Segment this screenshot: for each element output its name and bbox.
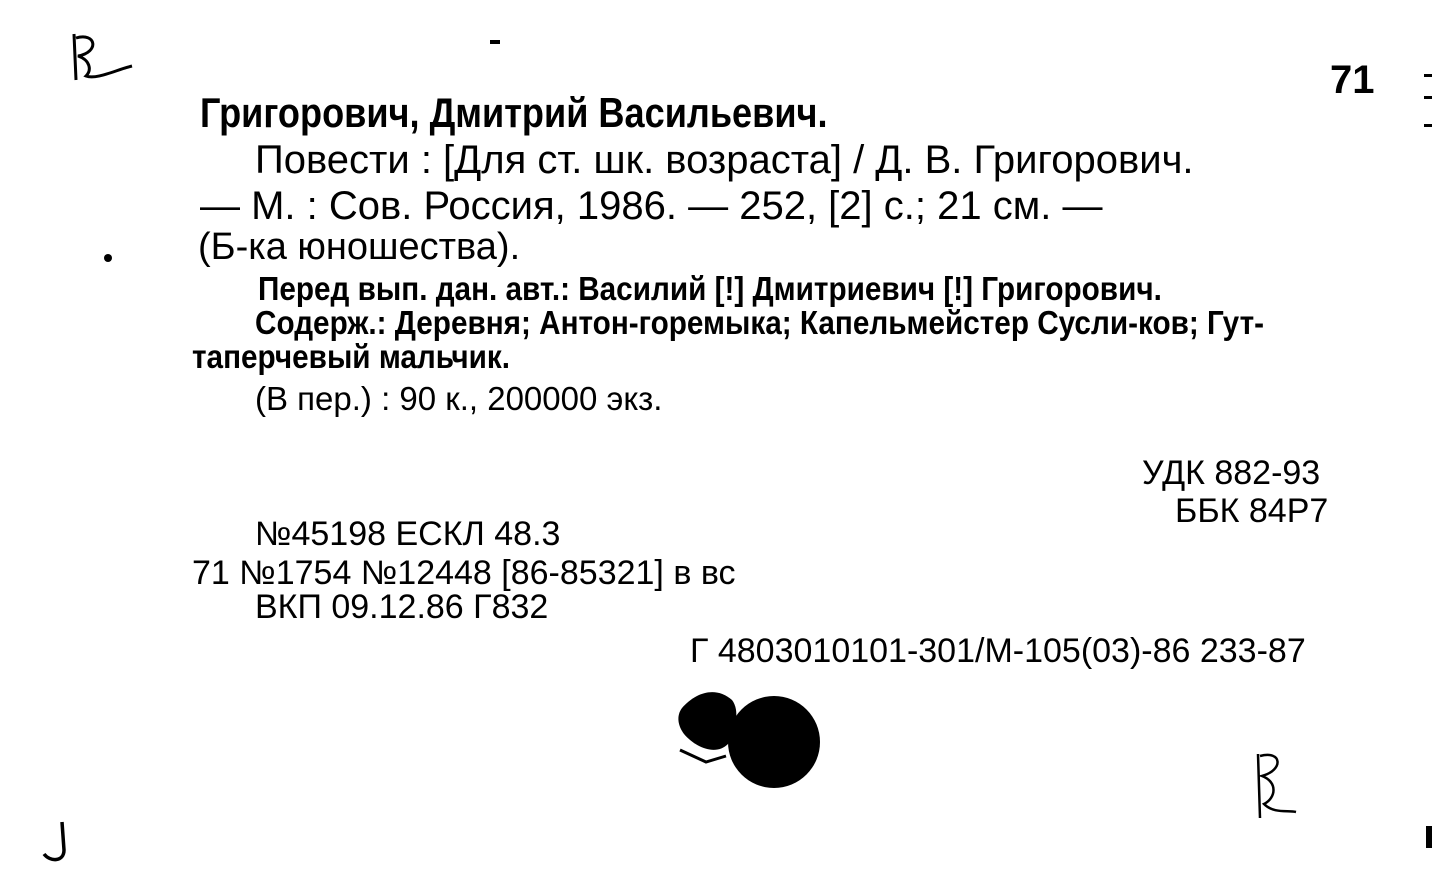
- service-line-1: №45198 ЕСКЛ 48.3: [255, 515, 561, 553]
- entry-line-1: Повести : [Для ст. шк. возраста] / Д. В. Григорович.: [255, 138, 1194, 182]
- author-heading: Григорович, Дмитрий Васильевич.: [200, 89, 828, 136]
- card-number: 71: [1330, 58, 1375, 102]
- entry-line-3: (Б-ка юношества).: [198, 226, 521, 268]
- bbk-code: ББК 84Р7: [1175, 492, 1329, 530]
- note-line-1: Перед вып. дан. авт.: Василий [!] Дмитриевич [!] Григорович.: [258, 270, 1162, 307]
- entry-line-2: — М. : Сов. Россия, 1986. — 252, [2] с.; 21 см. —: [200, 184, 1103, 228]
- edge-mark: [1426, 826, 1432, 848]
- udk-code: УДК 882-93: [1142, 454, 1321, 492]
- price-line: (В пер.) : 90 к., 200000 экз.: [255, 380, 663, 417]
- speck: [490, 40, 500, 44]
- note-line-2: Содерж.: Деревня; Антон-горемыка; Капельмейстер Сусли-ков; Гут-: [255, 304, 1265, 341]
- service-line-2: 71 №1754 №12448 [86-85321] в вс: [192, 554, 736, 592]
- speck: [104, 254, 112, 262]
- handwritten-mark-bottom-left: [36, 818, 76, 868]
- handwritten-mark-top-left: [66, 30, 146, 90]
- handwritten-mark-bottom-right: [1248, 748, 1308, 828]
- service-line-3: ВКП 09.12.86 Г832: [255, 588, 549, 626]
- catalog-code: Г 4803010101-301/М-105(03)-86 233-87: [690, 632, 1306, 670]
- ink-blot: [676, 686, 826, 796]
- note-line-3: таперчевый мальчик.: [192, 338, 511, 375]
